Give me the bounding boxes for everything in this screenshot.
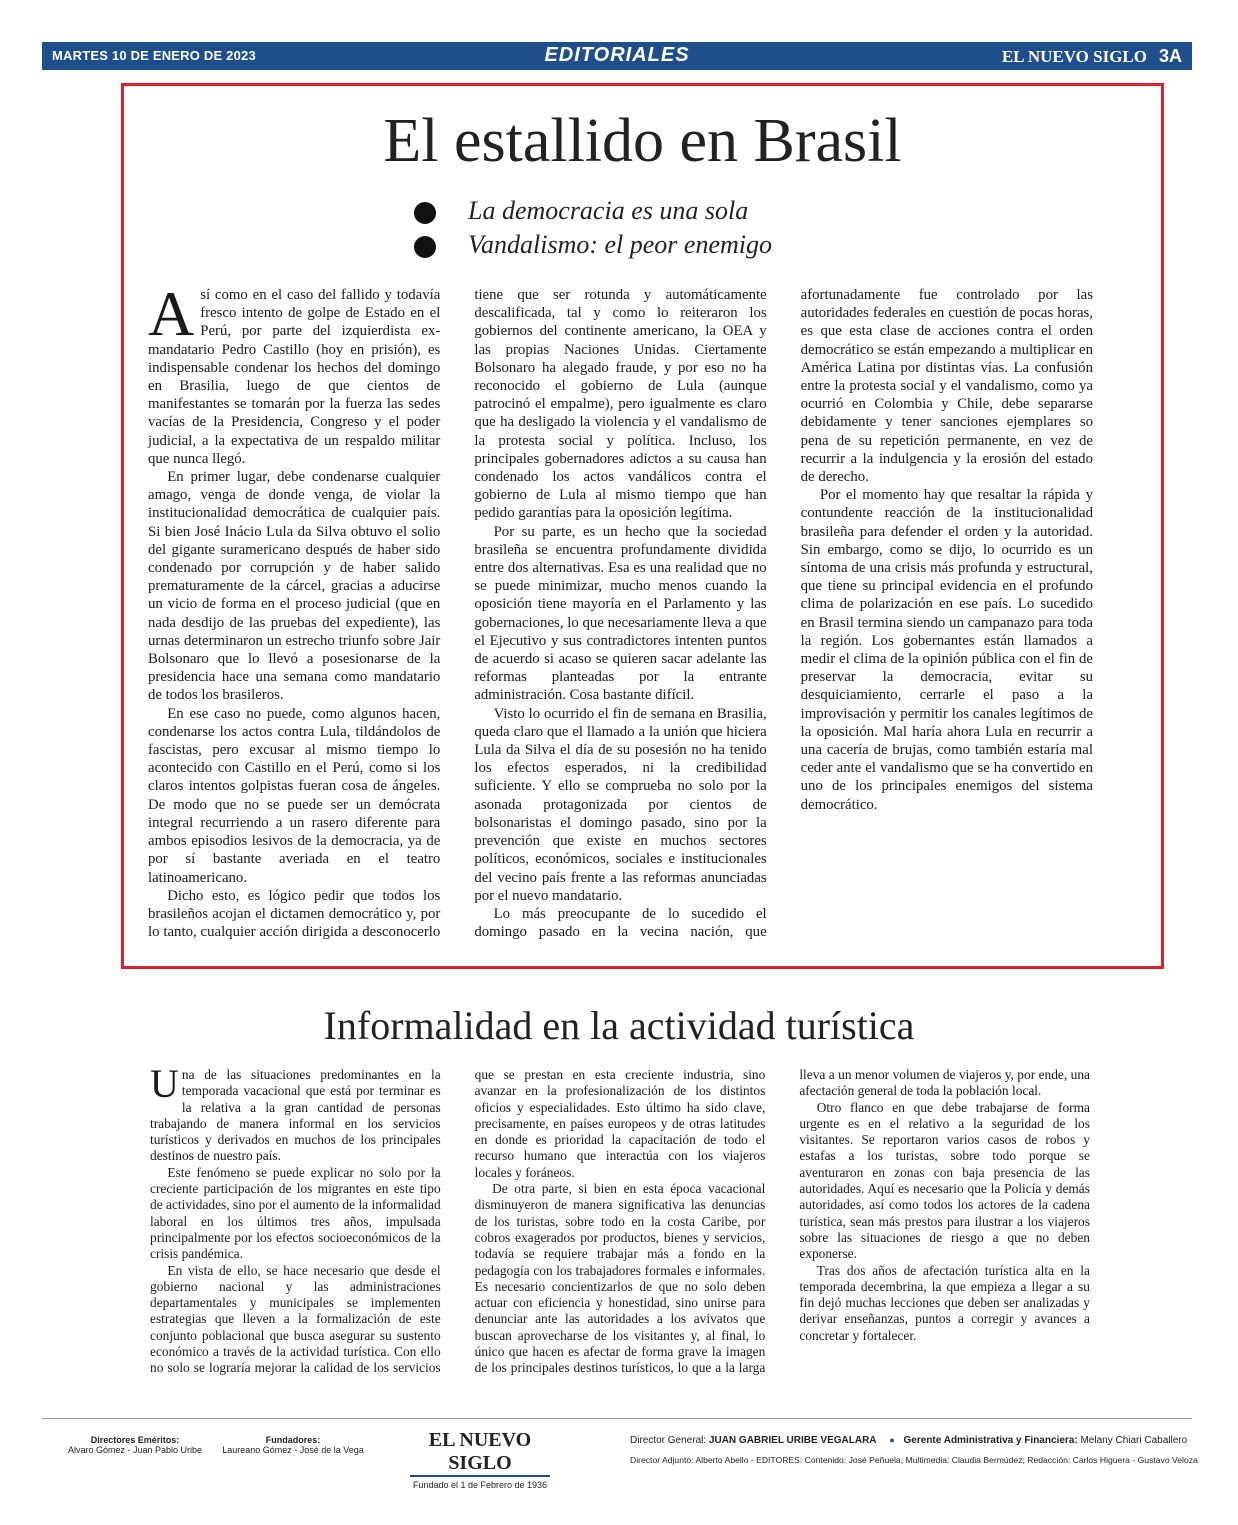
bullet-icon xyxy=(414,202,436,224)
paragraph: Por el momento hay que resaltar la rápida y contundente reacción de la institucionalidad brasileña para defender el orden y la autoridad. Sin embargo, como se dijo, lo ocurrido es un síntoma de una crisis más profunda y estructural, que tiene su principal evidencia en el profundo clima de polarización en ese país. Lo sucedido en Brasil termina siendo un campanazo para toda la región. Los gobernantes están llamados a medir el clima de la opinión pública con el fin de preservar la democracia, evitar su desquiciamiento, cerrarle el paso a la improvisación y permitir los canales legítimos de la oposición. Mal haría ahora Lula en recurrir a una cacería de brujas, como también estaría mal ceder ante el vandalismo que se ha convertido en uno de los principales enemigos del sistema democrático. xyxy=(800,487,1093,813)
staff-line: Director General: JUAN GABRIEL URIBE VEGALARA ● Gerente Administrativa y Financiera: Melany Chiari Caballero xyxy=(630,1435,1188,1446)
paragraph: Una de las situaciones predominantes en la temporada vacacional que está por terminar es la relativa a la gran cantidad de personas trabajando de manera informal en los servicios turísticos y derivados en muchos de los principales destinos de nuestro país. xyxy=(150,1061,441,1164)
paragraph: Otro flanco en que debe trabajarse de forma urgente es en el relativo a la seguridad de los visitantes. Se reportaron varios casos de robos y estafas a los turistas, sobre todo porque se aventuraron en zonas con baja presencia de las autoridades. Aquí es necesario que la Policía y demás autoridades, así como todos los actores de la cadena turística, sean más prestos para ilustrar a los viajeros sobre las situaciones de riesgo a que no deben exponerse. xyxy=(799,1099,1090,1262)
featured-editorial-box xyxy=(121,83,1164,969)
drop-cap: A xyxy=(148,278,195,349)
editors-line: Director Adjunto: Alberto Abello - EDITORES: Contenido: José Peñuela; Multimedia: Claudia Bermúdez; Redacción: Carlos Higuera - Gustavo Veloza xyxy=(630,1455,1198,1465)
editorial-body xyxy=(148,278,1093,946)
paragraph: Este fenómeno se puede explicar no solo por la creciente participación de los migrantes en este tipo de actividades, sino por el aumento de la informalidad laboral en los últimos tres años, impulsada principalmente por los efectos socioeconómicos de la crisis pandémica. xyxy=(150,1164,441,1262)
section-title: EDITORIALES xyxy=(544,44,690,66)
page-number: 3A xyxy=(1158,46,1182,66)
paper-name: EL NUEVO SIGLO xyxy=(1001,47,1147,66)
bullet-icon xyxy=(414,236,436,258)
paragraph: Tras dos años de afectación turística alta en la temporada decembrina, la que empieza a llegar a su fin dejó muchas lecciones que deben ser analizadas y derivar enseñanzas, puntos a corregir y avances a concretar y fortalecer. xyxy=(799,1262,1090,1343)
subheadings xyxy=(414,196,772,264)
masthead xyxy=(1002,46,1182,67)
paragraph: Por su parte, es un hecho que la sociedad brasileña se encuentra profundamente dividida entre dos alternativas. Esa es una realidad que no se puede minimizar, mucho menos cuando la oposición tiene mayoría en el Parlamento y las gobernaciones, lo que necesariamente lleva a que el Ejecutivo y sus contradictores intenten puntos de acuerdo si acaso se quieren sacar adelante las reformas planteadas por la entrante administración. Cosa bastante difícil. xyxy=(474,523,767,704)
paragraph: Así como en el caso del fallido y todavía fresco intento de golpe de Estado en el Perú, por parte del izquierdista ex-mandatario Pedro Castillo (hoy en prisión), es indispensable condenar los hechos del domingo en Brasilia, luego de que cientos de manifestantes se tomarán por la fuerza las sedes vacías de la Presidencia, Congreso y el poder judicial, a la expectativa de un respaldo militar que nunca llegó. xyxy=(148,278,441,467)
drop-cap: U xyxy=(150,1061,179,1106)
paragraph: Dicho esto, es lógico pedir que todos los brasileños acojan el dictamen democrático y, por lo tanto, cualquier acción dirigida a desconocerlo tiene que ser rotunda y automáticamente descalificada, tal y como lo reiteraron los gobiernos del continente americano, la OEA y las propias Naciones Unidas. Ciertamente Bolsonaro ha alegado fraude, y por eso no ha reconocido el gobierno de Lula (aunque patrocinó el empalme), pero igualmente es claro que ha desligado la violencia y el vandalismo de la protesta social y política. Incluso, los principales gobernadores adictos a su causa han condenado los actos vandálicos contra el gobierno de Lula al mismo tiempo que han pedido garantías para la oposición legítima. xyxy=(148,287,767,941)
paragraph: Lo más preocupante de lo sucedido el domingo pasado en la vecina nación, que afortunadamente fue controlado por las autoridades federales en cuestión de pocas horas, es que esta clase de acciones contra el orden democrático se están empezando a multiplicar en América Latina por distintas vías. La confusión entre la protesta social y el vandalismo, como ya ocurrió en Colombia y Chile, debe separarse debidamente y tener sanciones ejemplares so pena de su repetición permanente, en vez de recurrir a la indulgencia y la erosión del estado de derecho. xyxy=(474,287,1093,941)
paragraph: Visto lo ocurrido el fin de semana en Brasilia, queda claro que el llamado a la unión que hiciera Lula da Silva el día de su posesión no ha tenido los efectos esperados, ni la credibilidad suficiente. Y ello se comprueba no solo por la asonada protagonizada por cientos de bolsonaristas el domingo pasado, sino por la prevención que existe en muchos sectores políticos, económicos, sociales e institucionales del vecino país frente a las reformas anunciadas por el nuevo mandatario. xyxy=(474,705,767,904)
paragraph: En vista de ello, se hace necesario que desde el gobierno nacional y las administraciones departamentales y municipales se implementen estrategias que lleven a la formalización de este conjunto poblacional que busca asegurar su sustento económico a través de la actividad turística. Con ello no solo se lograría mejorar la calidad de los servicios que se prestan en esta creciente industria, sino avanzar en la profesionalización de los distintos oficios y especialidades. Esto último ha sido clave, precisamente, en países europeos y de otras latitudes en donde es prioridad la capacitación de todo el recurso humano que interactúa con los viajeros locales y foráneos. xyxy=(150,1067,766,1376)
footer-logo: EL NUEVO SIGLO Fundado el 1 de Febrero de 1936 xyxy=(410,1429,550,1490)
paragraph: De otra parte, si bien en esta época vacacional disminuyeron de manera significativa las denuncias de los turistas, sobre todo en la costa Caribe, por cobros exagerados por productos, bienes y servicios, todavía se requiere trabajar más a fondo en la pedagogía con los trabajadores formales e informales. Es necesario concientizarlos de que no solo deben actuar con eficiencia y honestidad, sino unirse para denunciar ante las autoridades a los avivatos que buscan aprovecharse de los visitantes y, al final, lo único que hacen es afectar de forma grave la imagen de los principales destinos turísticos, lo que a la larga lleva a un menor volumen de viajeros y, por ende, una afectación general de toda la población local. xyxy=(474,1067,1090,1376)
editorial-title: El estallido en Brasil xyxy=(383,107,902,175)
issue-date: MARTES 10 DE ENERO DE 2023 xyxy=(52,48,256,63)
footer-divider xyxy=(42,1418,1192,1419)
editorial-body-2 xyxy=(150,1061,1090,1392)
subheading: Vandalismo: el peor enemigo xyxy=(414,230,772,264)
paragraph: En ese caso no puede, como algunos hacen, condenarse los actos contra Lula, tildándolos de fascistas, pero excusar al mismo tiempo lo acontecido con Castillo en el Perú, como si los claros intentos golpistas fueran cosa de ángeles. De modo que no se puede ser un demócrata integral recurriendo a un rasero diferente para ambos episodios lesivos de la democracia, ya de por sí bastante averiada en el teatro latinoamericano. xyxy=(148,705,441,886)
founders: Fundadores: Laureano Gómez - José de la Vega xyxy=(222,1435,364,1455)
editorial-title-2: Informalidad en la actividad turística xyxy=(323,1003,915,1048)
paragraph: En primer lugar, debe condenarse cualquier amago, venga de donde venga, de violar la institucionalidad democrática de cualquier país. Si bien José Inácio Lula da Silva obtuvo el solio del gigante suramericano después de haber sido condenado por corrupción y de haber salido prematuramente de la cárcel, gracias a aducirse un vicio de forma en el proceso judicial (que en nada desdijo de las pruebas del expediente), las urnas determinaron un estrecho triunfo sobre Jair Bolsonaro que lo llevó a posesionarse de la presidencia hace una semana como mandatario de todos los brasileros. xyxy=(148,469,441,704)
emeritus-directors: Directores Eméritos: Alvaro Gómez - Juan Pablo Uribe xyxy=(67,1435,203,1455)
bullet-icon: ● xyxy=(889,1435,895,1445)
page-header-bar xyxy=(42,42,1192,70)
subheading: La democracia es una sola xyxy=(414,196,772,230)
